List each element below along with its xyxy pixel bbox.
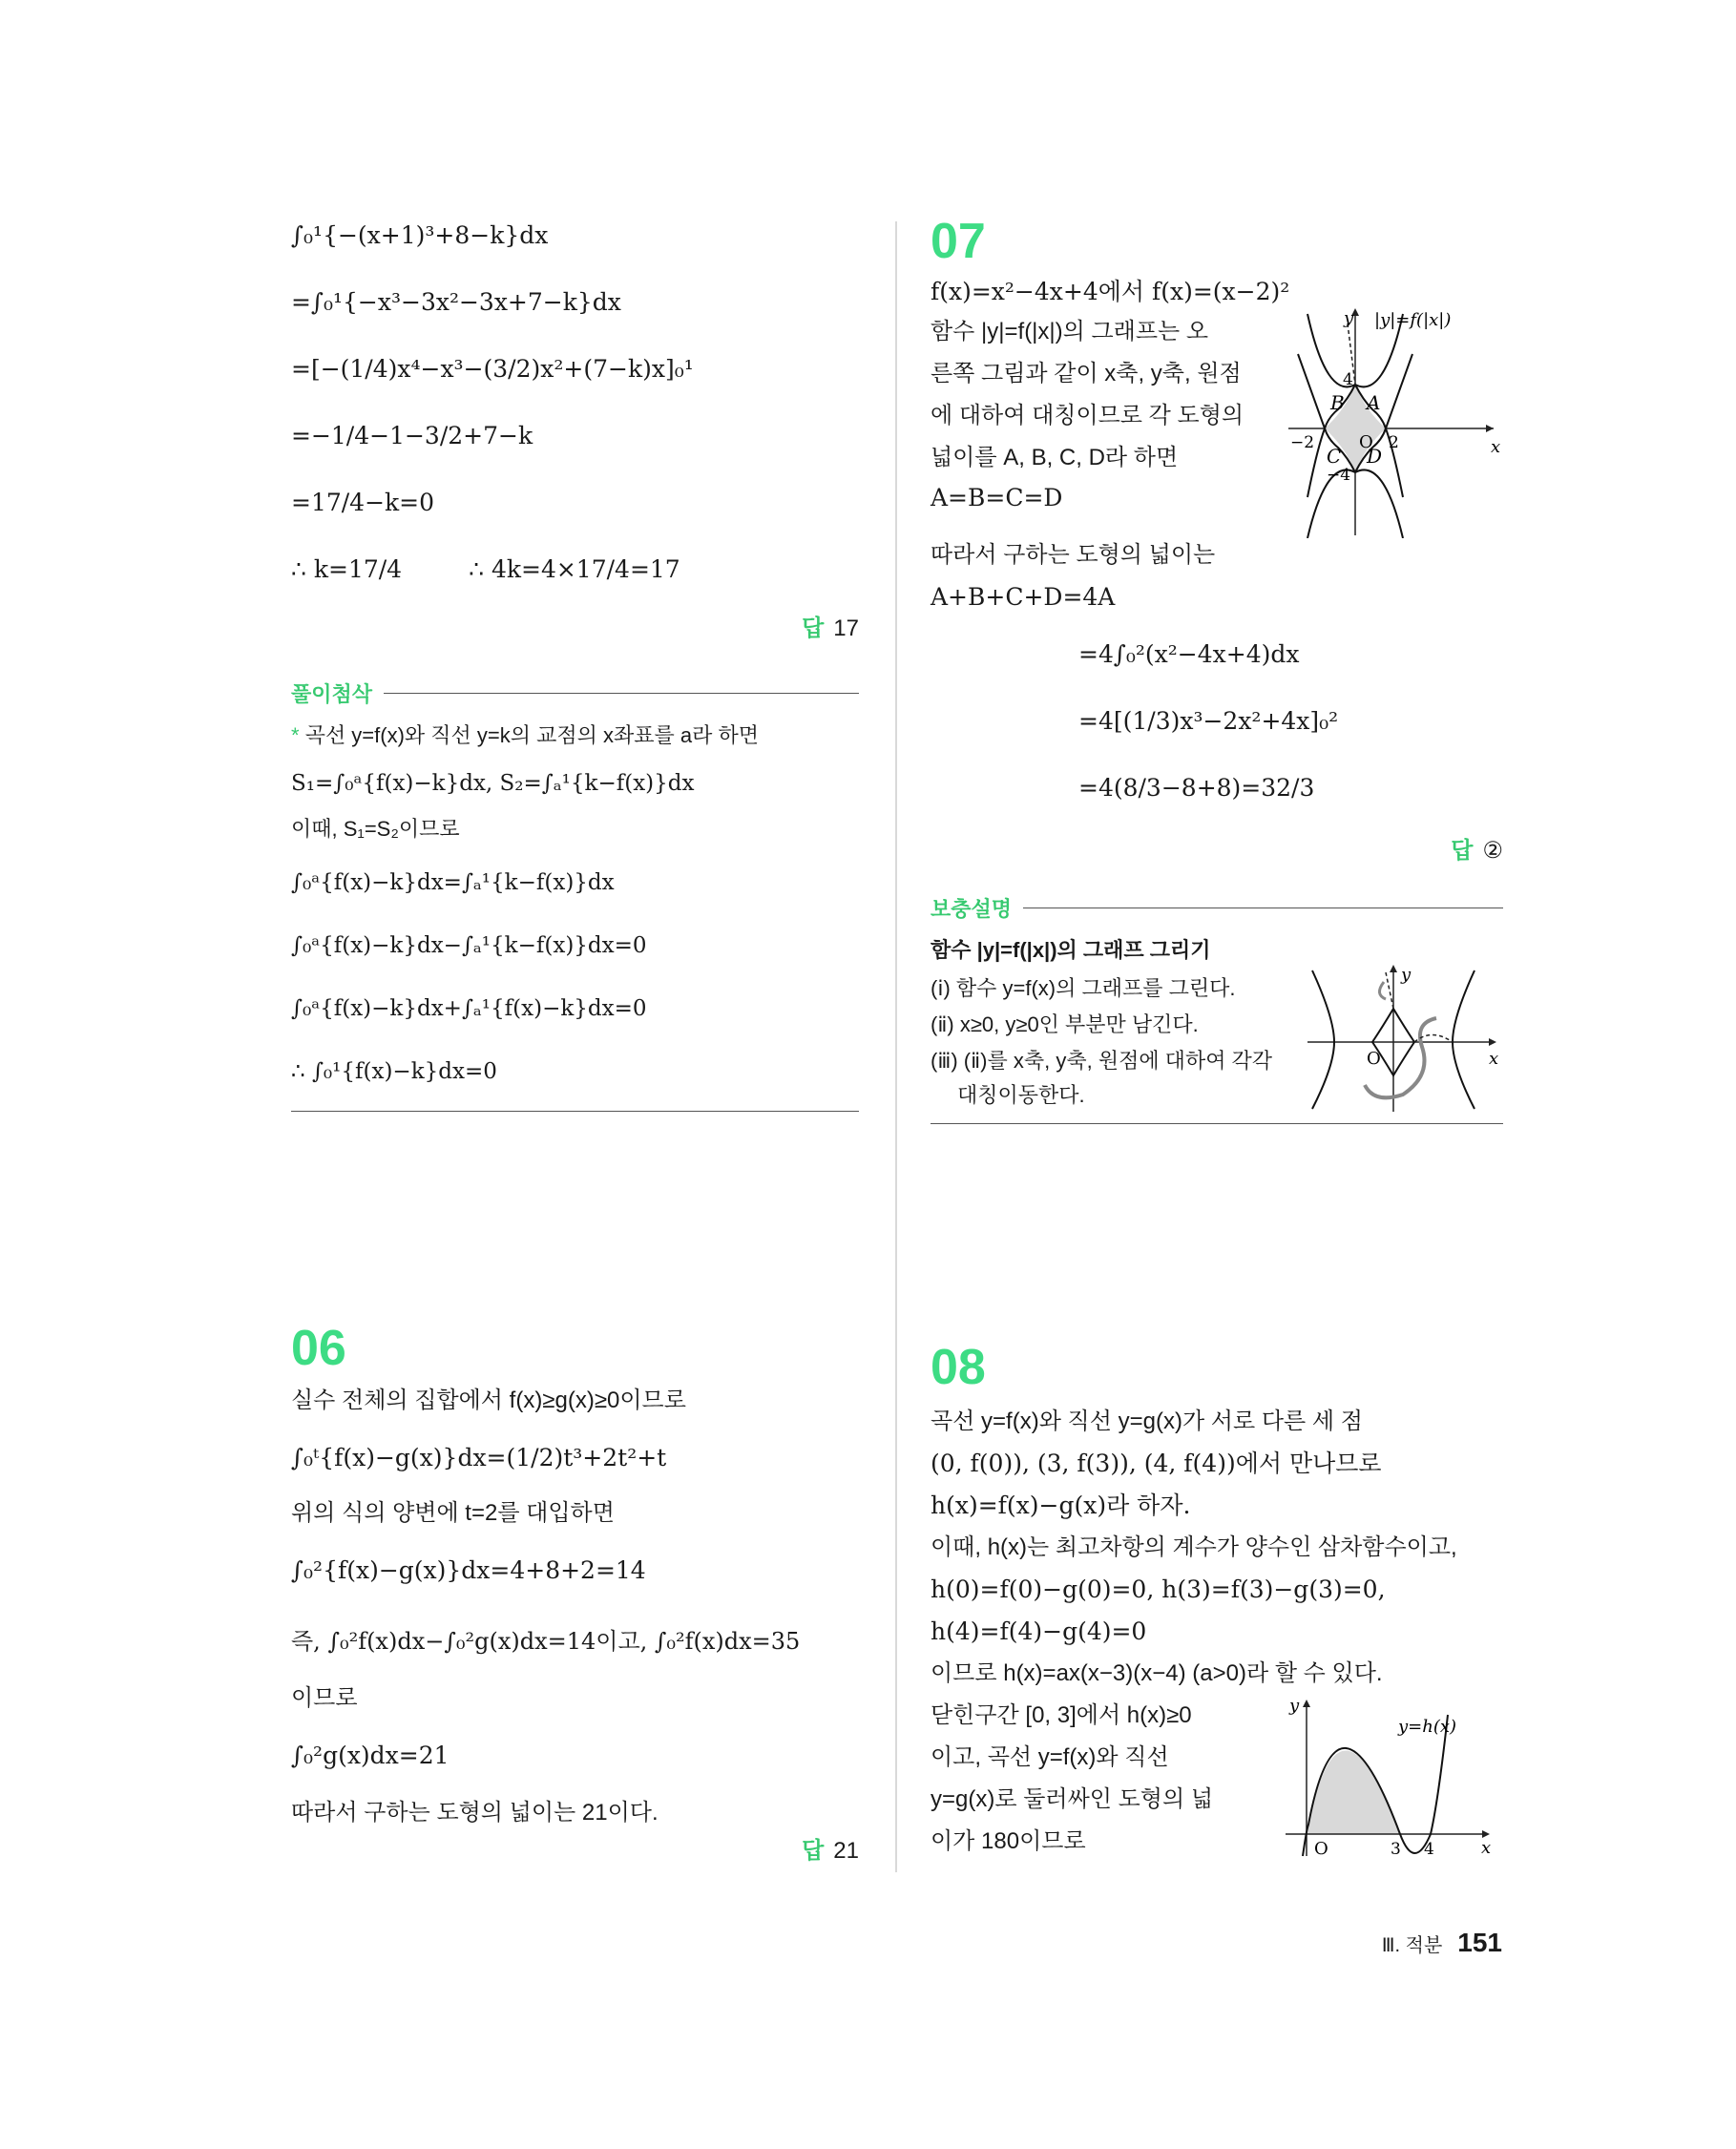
note-line-6: ∫₀ᵃ{f(x)−k}dx+∫ₐ¹{f(x)−k}dx=0	[291, 996, 647, 1021]
left-column	[291, 210, 859, 1112]
y-arrow-icon	[1303, 1700, 1310, 1707]
y-label: y	[1344, 308, 1354, 328]
p08-line-11: 이가 180이므로	[931, 1828, 1086, 1854]
p06-line-4: ∫₀²{f(x)−g(x)}dx=4+8+2=14	[291, 1556, 646, 1584]
curve-label: |y|=f(|x|)	[1374, 310, 1452, 330]
supplement-step-3: (ⅲ) (ⅱ)를 x축, y축, 원점에 대하여 각각	[931, 1049, 1273, 1073]
problem-08	[931, 1341, 1503, 1860]
tick-minus-4: −4	[1327, 466, 1351, 485]
page-number: 151	[1457, 1928, 1502, 1957]
supplement-box	[931, 893, 1503, 1124]
eq-line-6	[291, 555, 859, 584]
page-footer	[1382, 1928, 1502, 1958]
x-arrow-icon	[1482, 1830, 1490, 1838]
p06-line-5: 즉, ∫₀²f(x)dx−∫₀²g(x)dx=14이고, ∫₀²f(x)dx=35	[291, 1628, 801, 1655]
eq-line-2: =∫₀¹{−x³−3x²−3x+7−k}dx	[291, 288, 621, 316]
note-line-3: 이때, S₁=S₂이므로	[291, 817, 460, 841]
p07-line-11: =4(8/3−8+8)=32/3	[1078, 774, 1315, 802]
p07-line-8: A+B+C+D=4A	[931, 583, 1116, 611]
note-line-5: ∫₀ᵃ{f(x)−k}dx−∫ₐ¹{k−f(x)}dx=0	[291, 933, 647, 958]
supplement-graph	[1307, 961, 1503, 1114]
problem-number-08: 08	[931, 1340, 986, 1395]
eq-line-1: ∫₀¹{−(x+1)³+8−k}dx	[291, 221, 549, 249]
supplement-step-3b: 대칭이동한다.	[957, 1083, 1085, 1107]
p07-text-with-graph	[931, 306, 1503, 535]
note-line-1	[291, 721, 859, 750]
curve-label: y=h(x)	[1398, 1717, 1457, 1737]
region-B: B	[1330, 391, 1345, 414]
region-A: A	[1367, 391, 1381, 414]
graph-h-function	[1286, 1696, 1500, 1858]
x-label: x	[1481, 1838, 1492, 1858]
flip-arrow-icon	[1379, 982, 1386, 999]
p08-line-2: (0, f(0)), (3, f(3)), (4, f(4))에서 만나므로	[931, 1450, 1382, 1477]
p06-line-6: 이므로	[291, 1685, 358, 1711]
answer-value: ②	[1482, 838, 1503, 864]
problem-number-06: 06	[291, 1321, 346, 1376]
chapter-label: Ⅲ. 적분	[1381, 1935, 1443, 1956]
p07-line-7: 따라서 구하는 도형의 넓이는	[931, 542, 1216, 568]
answer-21	[291, 1831, 859, 1865]
x-arrow-icon	[1489, 1038, 1496, 1046]
region-D: D	[1367, 445, 1383, 468]
p08-line-10: y=g(x)로 둘러싸인 도형의 넓	[931, 1786, 1214, 1812]
dashed-guide	[1386, 972, 1393, 1009]
note-title-text: 풀이첨삭	[291, 682, 373, 706]
tick-2: 2	[1389, 433, 1399, 452]
star-icon: *	[291, 723, 300, 747]
answer-17	[291, 609, 859, 642]
note-solution-box	[291, 678, 859, 1112]
p06-line-2: ∫₀ᵗ{f(x)−g(x)}dx=(1/2)t³+2t²+t	[291, 1444, 667, 1471]
origin-label: O	[1367, 1049, 1381, 1069]
p08-line-9: 이고, 곡선 y=f(x)와 직선	[931, 1744, 1169, 1770]
tick-4: 4	[1424, 1840, 1434, 1858]
region-C: C	[1327, 445, 1342, 468]
supplement-heading: 함수 |y|=f(|x|)의 그래프 그리기	[931, 938, 1211, 962]
curve-right-outer	[1453, 970, 1475, 1109]
note-title	[291, 678, 859, 708]
answer-label: 답	[802, 1838, 825, 1864]
4k-value: ∴ 4k=4×17/4=17	[469, 555, 680, 583]
supplement-body	[931, 923, 1503, 1107]
note-line-4: ∫₀ᵃ{f(x)−k}dx=∫ₐ¹{k−f(x)}dx	[291, 870, 615, 895]
p08-line-4: 이때, h(x)는 최고차항의 계수가 양수인 삼차함수이고,	[931, 1534, 1457, 1560]
graph-abs-function	[1288, 304, 1503, 538]
p08-line-3: h(x)=f(x)−g(x)라 하자.	[931, 1492, 1191, 1519]
p07-line-6: A=B=C=D	[931, 484, 1063, 511]
p08-line-5: h(0)=f(0)−g(0)=0, h(3)=f(3)−g(3)=0,	[931, 1575, 1386, 1603]
p08-line-8: 닫힌구간 [0, 3]에서 h(x)≥0	[931, 1702, 1192, 1728]
supplement-bottom-rule	[931, 1123, 1503, 1124]
p06-line-3: 위의 식의 양변에 t=2를 대입하면	[291, 1500, 615, 1526]
problem-07	[931, 215, 1503, 1124]
k-value: ∴ k=17/4	[291, 555, 403, 583]
p07-line-2: 함수 |y|=f(|x|)의 그래프는 오	[931, 319, 1209, 344]
note-line-2: S₁=∫₀ᵃ{f(x)−k}dx, S₂=∫ₐ¹{k−f(x)}dx	[291, 771, 695, 796]
p08-line-7: 이므로 h(x)=ax(x−3)(x−4) (a>0)라 할 수 있다.	[931, 1660, 1383, 1686]
p07-line-9: =4∫₀²(x²−4x+4)dx	[1078, 640, 1300, 668]
supplement-title-text: 보충설명	[931, 897, 1013, 921]
curve-left-outer	[1312, 970, 1334, 1109]
p07-line-5: 넓이를 A, B, C, D라 하면	[931, 445, 1179, 470]
note-bottom-rule	[291, 1111, 859, 1112]
tick-3: 3	[1391, 1840, 1401, 1858]
p07-line-10: =4[(1/3)x³−2x²+4x]₀²	[1078, 707, 1339, 735]
x-arrow-icon	[1486, 425, 1494, 432]
eq-line-3: =[−(1/4)x⁴−x³−(3/2)x²+(7−k)x]₀¹	[291, 355, 694, 383]
p06-line-1: 실수 전체의 집합에서 f(x)≥g(x)≥0이므로	[291, 1387, 686, 1413]
x-label: x	[1489, 1049, 1499, 1069]
integral-solution-top	[291, 221, 859, 642]
origin-label: O	[1359, 432, 1373, 452]
answer-2	[931, 831, 1503, 865]
x-label: x	[1491, 437, 1501, 457]
shaded-region	[1307, 1751, 1400, 1835]
problem-number-07: 07	[931, 214, 986, 269]
note-title-rule	[384, 693, 859, 694]
note-line-1-text: 곡선 y=f(x)와 직선 y=k의 교점의 x좌표를 a라 하면	[304, 723, 759, 747]
eq-line-4: =−1/4−1−3/2+7−k	[291, 422, 533, 449]
p07-line-4: 에 대하여 대칭이므로 각 도형의	[931, 403, 1244, 428]
origin-label: O	[1314, 1839, 1328, 1858]
eq-line-5: =17/4−k=0	[291, 489, 435, 516]
y-arrow-icon	[1390, 965, 1397, 972]
problem-06	[291, 1322, 859, 1865]
answer-value: 21	[833, 1838, 859, 1864]
y-label: y	[1289, 1696, 1300, 1716]
y-label: y	[1401, 965, 1412, 985]
p06-line-7: ∫₀²g(x)dx=21	[291, 1742, 450, 1769]
answer-label: 답	[802, 615, 825, 641]
supplement-title	[931, 893, 1503, 923]
answer-label: 답	[1451, 838, 1474, 864]
p08-text-with-graph	[931, 1688, 1503, 1860]
p07-line-1: f(x)=x²−4x+4에서 f(x)=(x−2)²	[931, 278, 1290, 305]
p08-line-6: h(4)=f(4)−g(4)=0	[931, 1617, 1147, 1645]
answer-value: 17	[833, 615, 859, 641]
supplement-step-2: (ⅱ) x≥0, y≥0인 부분만 남긴다.	[931, 1012, 1199, 1036]
tick-minus-2: −2	[1290, 433, 1315, 452]
p07-line-3: 른쪽 그림과 같이 x축, y축, 원점	[931, 361, 1242, 386]
tick-4: 4	[1343, 370, 1353, 389]
note-line-7: ∴ ∫₀¹{f(x)−k}dx=0	[291, 1059, 497, 1084]
column-divider	[895, 221, 897, 1872]
p06-line-8: 따라서 구하는 도형의 넓이는 21이다.	[291, 1800, 659, 1826]
p08-line-1: 곡선 y=f(x)와 직선 y=g(x)가 서로 다른 세 점	[931, 1408, 1363, 1434]
supplement-step-1: (ⅰ) 함수 y=f(x)의 그래프를 그린다.	[931, 976, 1236, 1000]
